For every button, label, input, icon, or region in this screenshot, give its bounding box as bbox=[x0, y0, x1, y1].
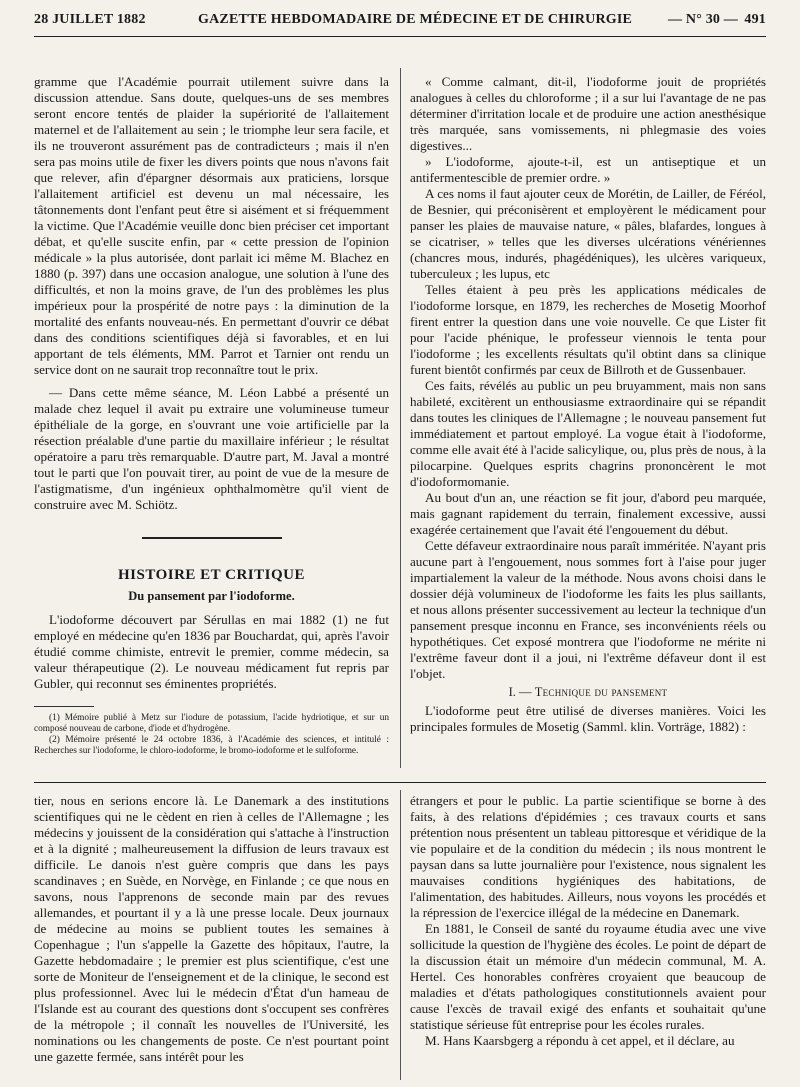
issue-number: — N° 30 — bbox=[668, 12, 739, 27]
column-1 bbox=[34, 74, 389, 757]
page-header bbox=[34, 8, 766, 32]
column-3 bbox=[34, 793, 389, 1065]
paragraph: A ces noms il faut ajouter ceux de Morétin, de Lailler, de Féréol, de Besnier, qui préconisèrent et employèrent le médicament pour panser les plaies de mauvaise nature, « pâles, blafardes, longues à se cicatriser, » telles que les diverses ulcérations vénériennes (chancres mous, indurés, phagédéniques), les ulcères variqueux, tuberculeux ; les lupus, etc bbox=[410, 186, 766, 281]
footnote-divider bbox=[34, 706, 94, 707]
article-title: Du pansement par l'iodoforme. bbox=[128, 589, 295, 603]
column-separator-top bbox=[400, 68, 401, 768]
paragraph: » L'iodoforme, ajoute-t-il, est un antiseptique et un antifermentescible de premier ordre. » bbox=[410, 154, 766, 185]
page-number: 491 bbox=[744, 12, 766, 27]
journal-title: GAZETTE HEBDOMADAIRE DE MÉDECINE ET DE CHIRURGIE bbox=[198, 12, 633, 27]
paragraph: Ces faits, révélés au public un peu bruyamment, mais non sans habileté, excitèrent un enthousiasme extraordinaire qui se répandit dans toutes les cliniques de l'Allemagne ; le nouveau pansement fut immédiatement et partout employé. La vogue était à l'iodoforme, comme elle avait été à l'acide salicylique, ou, plus près de nous, à la pilocarpine. Quelques esprits chagrins prononcèrent le mot d'iodoformomanie. bbox=[410, 378, 766, 489]
feuilleton-rule bbox=[34, 782, 766, 783]
paragraph: gramme que l'Académie pourrait utilement suivre dans la discussion attendue. Sans doute, quelques-uns de ses membres seront encore tentés de plaider la supériorité de l'allaitement maternel et de l'allaitement au sein ; le triomphe leur sera facile, et ils ne trouveront assurément pas de contradicteurs ; mais il n'en sera pas moins utile de fixer les divers points que nous n'avons fait que relever, afin d'épargner désormais aux praticiens, lorsque l'allaitement artificiel est devenu un mal nécessaire, les tâtonnements dont l'enfant peut être si aisément et si fréquemment la victime. Que l'Académie veuille donc bien préciser cet important débat, et qu'elle suscite enfin, par « cette pression de l'opinion médicale » la plus autorisée, dont parlait ici même M. Blachez en 1880 (p. 397) dans une occasion analogue, une solution à l'une des difficultés, et non la moins grave, de l'un des problèmes les plus impérieux pour la prospérité de notre pays : la diminution de la mortalité des enfants nouveau-nés. En permettant d'ouvrir ce débat dans des conditions scientifiques déjà si favorables, et en lui apportant de tels éléments, MM. Parrot et Tarnier ont rendu un service dont on ne saurait trop reconnaître tout le prix. bbox=[34, 74, 389, 377]
subsection-text: Technique du pansement bbox=[534, 685, 668, 699]
paragraph: M. Hans Kaarsbgerg a répondu à cet appel, et il déclare, au bbox=[425, 1033, 735, 1048]
section-divider bbox=[142, 537, 282, 539]
subsection-title bbox=[410, 684, 766, 700]
footnote: (2) Mémoire présenté le 24 octobre 1836, à l'Académie des sciences, et intitulé : Recherches sur l'iodoforme, le chloro-iodoforme, le bromo-iodoforme et le sulfoforme. bbox=[34, 735, 389, 756]
paragraph: Au bout d'un an, une réaction se fit jour, d'abord peu marquée, mais gagnant rapidement du terrain, finalement excessive, aussi exagérée certainement que l'avait été l'engouement du début. bbox=[410, 490, 766, 537]
header-rule bbox=[34, 36, 766, 37]
column-separator-bottom bbox=[400, 790, 401, 1080]
subsection-number: I. — bbox=[508, 685, 532, 699]
section-heading: HISTOIRE ET CRITIQUE bbox=[117, 567, 305, 583]
issue-date: 28 JUILLET 1882 bbox=[34, 12, 146, 27]
paragraph: L'iodoforme découvert par Sérullas en mai 1882 (1) ne fut employé en médecine qu'en 1836 par Bouchardat, qui, après l'avoir étudié comme chimiste, entrevit le premier, comme médecin, sa valeur thérapeutique (2). Le nouveau médicament fut repris par Gubler, qui reconnut ses éminentes propriétés. bbox=[34, 612, 389, 691]
paragraph: Cette défaveur extraordinaire nous paraît imméritée. N'ayant pris aucune part à l'engouement, nous sommes fort à l'aise pour juger impartialement la valeur de la méthode. Nous avons choisi dans le dossier déjà volumineux de l'iodoforme les faits les plus saillants, et nous allons présenter successivement au lecteur la technique d'un pansement presque inconnu en France, ses inconvénients réels ou hypothétiques. Cet exposé montrera que l'iodoforme ne mérite ni l'extrême faveur dont il a joui, ni l'extrême défaveur dont il est l'objet. bbox=[410, 538, 766, 681]
paragraph: tier, nous en serions encore là. Le Danemark a des institutions scientifiques qui ne le cèdent en rien à celles de l'Allemagne ; les médecins y jouissent de la considération qui s'attache à l'instruction et à la dignité ; malheureusement la diffusion de leurs travaux est difficile. Le danois n'est guère compris que dans les pays scandinaves ; en Suède, en Norvège, en Finlande ; ce que nous en savons, nous l'apprenons de seconde main par des revues allemandes, et pourtant il y a là une presse locale. Deux journaux de médecine au moins se publient toutes les semaines à Copenhague ; l'un s'appelle la Gazette des hôpitaux, l'autre, la Gazette hebdomadaire ; le premier est plus scientifique, c'est une sorte de Moniteur de l'enseignement et de la clinique, le second est plus professionnel. Avec lui le médecin d'État d'un hameau de l'Islande est au courant des questions dont s'occupent ses confrères de la métropole ; il connaît les nouvelles de l'Université, les nominations ou les changements de poste. Ce n'est pourtant point une gazette fermée, sans intérêt pour les bbox=[34, 793, 389, 1064]
column-4 bbox=[410, 793, 766, 1049]
paragraph: « Comme calmant, dit-il, l'iodoforme jouit de propriétés analogues à celles du chloroforme ; il a sur lui l'avantage de ne pas déterminer d'irritation locale et de produire une action anesthésique très marquée, sans vomissements, ni phlegmasie des voies digestives... bbox=[410, 74, 766, 153]
column-2 bbox=[410, 74, 766, 735]
footnote: (1) Mémoire publié à Metz sur l'iodure de potassium, l'acide hydriotique, et sur un composé nouveau de carbone, d'iode et d'hydrogène. bbox=[34, 713, 389, 734]
paragraph: Telles étaient à peu près les applications médicales de l'iodoforme lorsque, en 1879, les recherches de Mosetig Moorhof firent entrer la question dans une voie nouvelle. Ce que Lister fit pour l'acide phénique, le professeur viennois le tenta pour l'iodoforme ; les excellents résultats qu'il obtint dans sa clinique furent bientôt confirmés par ceux de Billroth et de Gussenbauer. bbox=[410, 282, 766, 377]
paragraph: — Dans cette même séance, M. Léon Labbé a présenté un malade chez lequel il avait pu extraire une volumineuse tumeur épithéliale de la gorge, en s'ouvrant une voie artificielle par la résection préalable d'une partie du maxillaire inférieur ; le résultat opératoire a paru très remarquable. D'autre part, M. Javal a montré tout le parti que l'on pouvait tirer, au point de vue de la mesure de l'astigmatisme, d'un ingénieux ophthalmomètre qu'il vient de construire avec M. Schiötz. bbox=[34, 385, 389, 512]
paragraph: étrangers et pour le public. La partie scientifique se borne à des faits, à des relations d'épidémies ; ces travaux courts et sans prétention nous présentent un tableau pittoresque et véridique de la vie populaire et de la condition du médecin ; ils nous montrent le paysan dans sa lutte journalière pour l'existence, nous signalent les mauvaises conditions hygiéniques des habitations, de l'alimentation, des habitudes. Ailleurs, nous voyons les procédés et la répression de l'exercice illégal de la médecine en Danemark. bbox=[410, 793, 766, 920]
paragraph: En 1881, le Conseil de santé du royaume étudia avec une vive sollicitude la question de l'hygiène des écoles. Le point de départ de la discussion était un mémoire d'un médecin communal, M. A. Hertel. Ces honorables confrères croyaient que beaucoup de maladies et d'états pathologiques constitutionnels avaient pour cause l'excès de travail exigé des enfants et souhaitait qu'une statistique sérieuse fût entreprise pour les écoles rurales. bbox=[410, 921, 766, 1032]
paragraph: L'iodoforme peut être utilisé de diverses manières. Voici les principales formules de Mosetig (Samml. klin. Vorträge, 1882) : bbox=[410, 703, 766, 734]
